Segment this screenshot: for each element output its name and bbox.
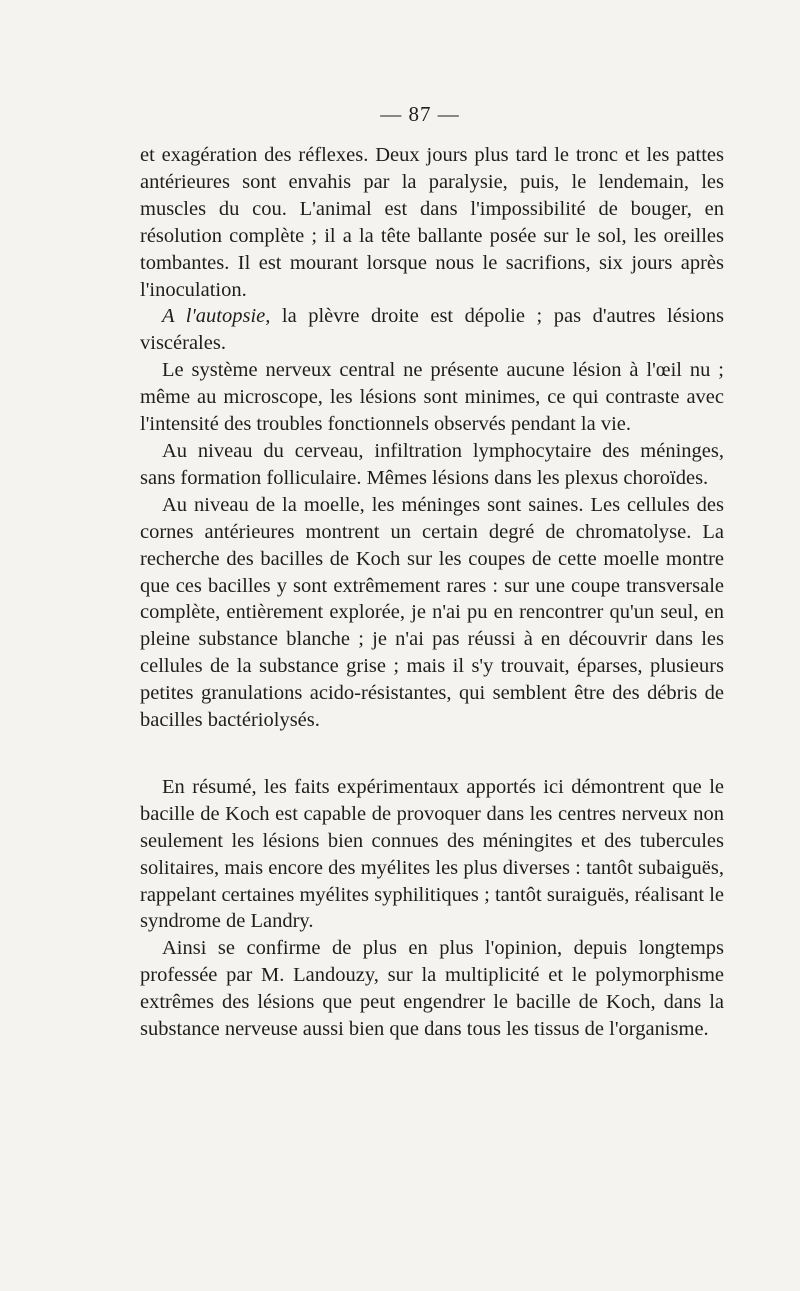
paragraph-brain: Au niveau du cerveau, infiltration lymphocytaire des méninges, sans formation folliculaire. Mêmes lésions dans les plexus choroïdes. (140, 439, 724, 489)
autopsy-heading: A l'autopsie, (162, 305, 271, 328)
autopsy-text: la plèvre droite est dépolie ; pas d'autres lésions viscérales. (140, 305, 724, 355)
body-text (140, 142, 724, 1043)
paragraph-continuation: et exagération des réflexes. Deux jours plus tard le tronc et les pattes antérieures sont envahis par la paralysie, puis, le lendemain, les muscles du cou. L'animal est dans l'impossibilité de bouger, en résolution complète ; il a la tête ballante posée sur le sol, les oreilles tombantes. Il est mourant lorsque nous le sacrifions, six jours après l'inoculation. (140, 144, 724, 301)
paragraph-summary: En résumé, les faits expérimentaux apportés ici démontrent que le bacille de Koch est capable de provoquer dans les centres nerveux non seulement les lésions bien connues des méningites et des tubercules solitaires, mais encore des myélites les plus diverses : tantôt subaiguës, rappelant certaines myélites syphilitiques ; tantôt suraiguës, réalisant le syndrome de Landry. (140, 775, 724, 933)
paragraph-conclusion: Ainsi se confirme de plus en plus l'opinion, depuis longtemps professée par M. Landouzy, sur la multiplicité et le polymorphisme extrêmes des lésions que peut engendrer le bacille de Koch, dans la substance nerveuse aussi bien que dans tous les tissus de l'organisme. (140, 937, 724, 1041)
paragraph-nervous-system: Le système nerveux central ne présente aucune lésion à l'œil nu ; même au microscope, les lésions sont minimes, ce qui contraste avec l'intensité des troubles fonctionnels observés pendant la vie. (140, 359, 724, 436)
page-number: — 87 — (380, 102, 460, 126)
section-gap (140, 734, 724, 774)
paragraph-spinal-cord: Au niveau de la moelle, les méninges sont saines. Les cellules des cornes antérieures montrent un certain degré de chromatolyse. La recherche des bacilles de Koch sur les coupes de cette moelle montre que ces bacilles y sont extrêmement rares : sur une coupe transversale complète, entièrement explorée, je n'ai pu en rencontrer qu'un seul, en pleine substance blanche ; je n'ai pas réussi à en découvrir dans les cellules de la substance grise ; mais il s'y trouvait, éparses, plusieurs petites granulations acido-résistantes, qui semblent être des débris de bacilles bactériolysés. (140, 493, 724, 732)
paragraph-autopsy (140, 303, 724, 357)
